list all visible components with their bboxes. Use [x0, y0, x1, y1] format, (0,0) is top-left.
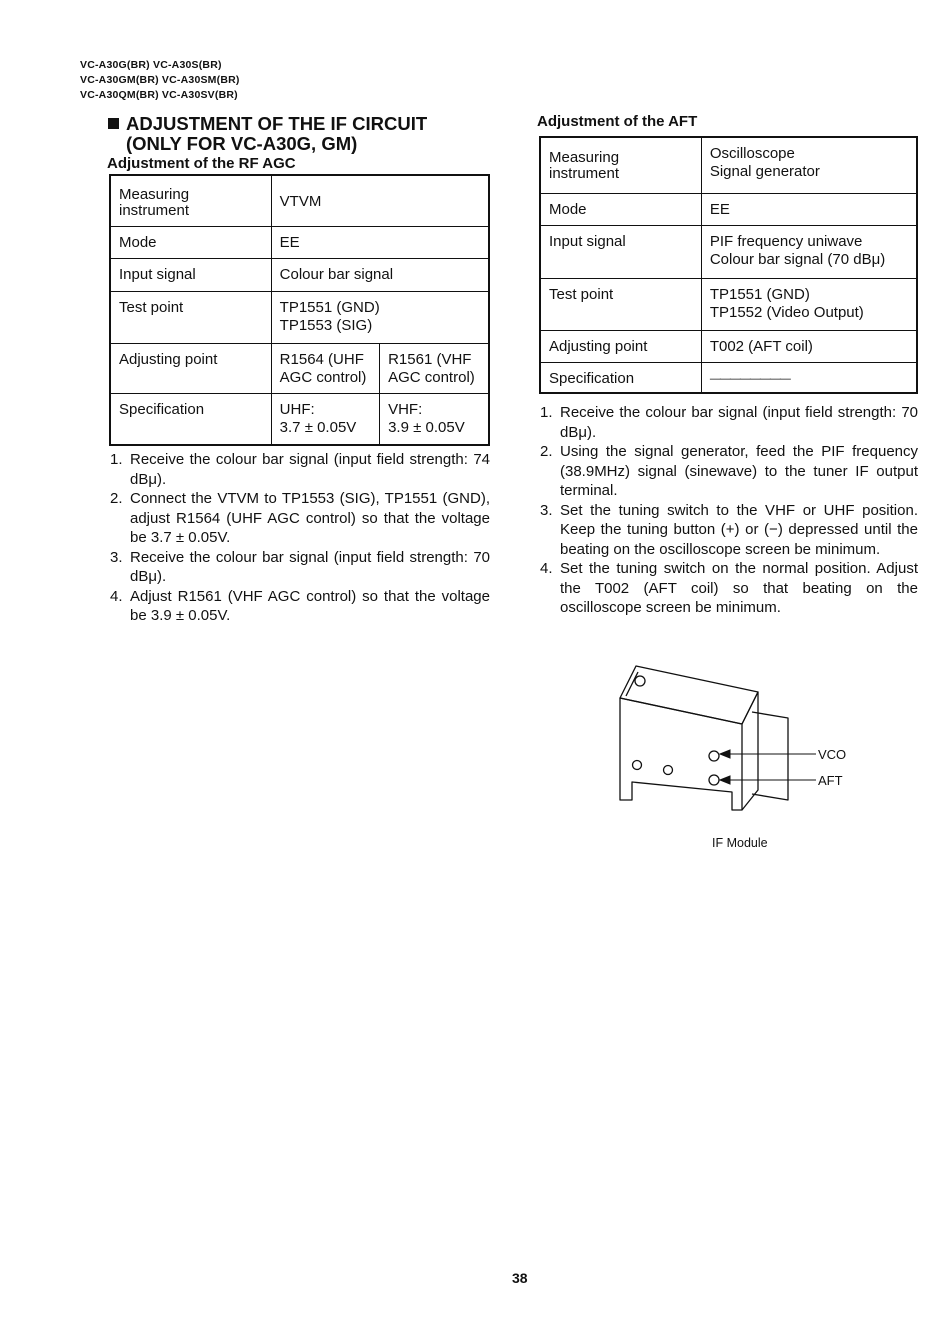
label-cell: Input signal — [110, 258, 271, 291]
label-cell: Adjusting point — [540, 330, 701, 362]
list-item: 3. Set the tuning switch to the VHF or UHF position. Keep the tuning button (+) or (−) depressed until the beating on the oscilloscope screen be minimum. — [540, 501, 918, 558]
label-cell: Test point — [110, 291, 271, 343]
value-cell: R1564 (UHF AGC control) — [271, 343, 379, 393]
model-list — [80, 58, 240, 103]
list-item: 3. Receive the colour bar signal (input field strength: 70 dBμ). — [110, 548, 490, 585]
rf-agc-steps — [110, 450, 490, 626]
rf-agc-title: Adjustment of the RF AGC — [107, 155, 296, 172]
value-cell: PIF frequency uniwave Colour bar signal (70 dBμ) — [701, 225, 917, 278]
value-cell: UHF: 3.7 ± 0.05V — [271, 393, 379, 445]
value-cell: Oscilloscope Signal generator — [701, 137, 917, 193]
value-cell: VTVM — [271, 175, 489, 226]
vco-label: VCO — [818, 747, 847, 762]
square-bullet-icon — [108, 118, 119, 129]
label-cell: Measuring instrument — [540, 137, 701, 193]
value-cell: T002 (AFT coil) — [701, 330, 917, 362]
value-cell: ———————— — [701, 362, 917, 393]
list-item: 2. Using the signal generator, feed the PIF frequency (38.9MHz) signal (sinewave) to the tuner IF output terminal. — [540, 443, 918, 499]
value-cell: EE — [271, 226, 489, 258]
value-cell: TP1551 (GND) TP1553 (SIG) — [271, 291, 489, 343]
model-line: VC-A30GM(BR) VC-A30SM(BR) — [80, 74, 240, 86]
value-cell: TP1551 (GND) TP1552 (Video Output) — [701, 278, 917, 330]
list-item: 2. Connect the VTVM to TP1553 (SIG), TP1551 (GND), adjust R1564 (UHF AGC control) so that the voltage be 3.7 ± 0.05V. — [110, 490, 490, 546]
label-cell: Input signal — [540, 225, 701, 278]
aft-title: Adjustment of the AFT — [537, 113, 698, 130]
value-cell: VHF: 3.9 ± 0.05V — [380, 393, 489, 445]
list-item: 4. Adjust R1561 (VHF AGC control) so that the voltage be 3.9 ± 0.05V. — [110, 587, 490, 624]
label-cell: Test point — [540, 278, 701, 330]
list-item: 4. Set the tuning switch on the normal position. Adjust the T002 (AFT coil) so that beating on the oscilloscope screen be minimum. — [540, 560, 918, 616]
section-title-line1: ADJUSTMENT OF THE IF CIRCUIT — [126, 113, 428, 134]
label-cell: Adjusting point — [110, 343, 271, 393]
label-cell: Specification — [110, 393, 271, 445]
figure-caption: IF Module — [712, 836, 768, 850]
aft-label: AFT — [818, 773, 843, 788]
label-cell: Mode — [540, 193, 701, 225]
section-title — [108, 114, 427, 154]
value-cell: EE — [701, 193, 917, 225]
model-line: VC-A30QM(BR) VC-A30SV(BR) — [80, 89, 238, 101]
aft-steps — [540, 403, 918, 618]
label-cell: Mode — [110, 226, 271, 258]
value-cell: Colour bar signal — [271, 258, 489, 291]
label-cell: Specification — [540, 362, 701, 393]
value-cell: R1561 (VHF AGC control) — [380, 343, 489, 393]
aft-table — [539, 136, 918, 394]
model-line: VC-A30G(BR) VC-A30S(BR) — [80, 59, 222, 71]
rf-agc-table — [109, 174, 490, 446]
section-title-line2: (ONLY FOR VC-A30G, GM) — [126, 133, 358, 154]
if-module-diagram — [610, 660, 860, 835]
label-cell: Measuring instrument — [110, 175, 271, 226]
list-item: 1. Receive the colour bar signal (input field strength: 74 dBμ). — [110, 451, 490, 488]
page-number: 38 — [512, 1270, 528, 1286]
list-item: 1. Receive the colour bar signal (input field strength: 70 dBμ). — [540, 404, 918, 441]
